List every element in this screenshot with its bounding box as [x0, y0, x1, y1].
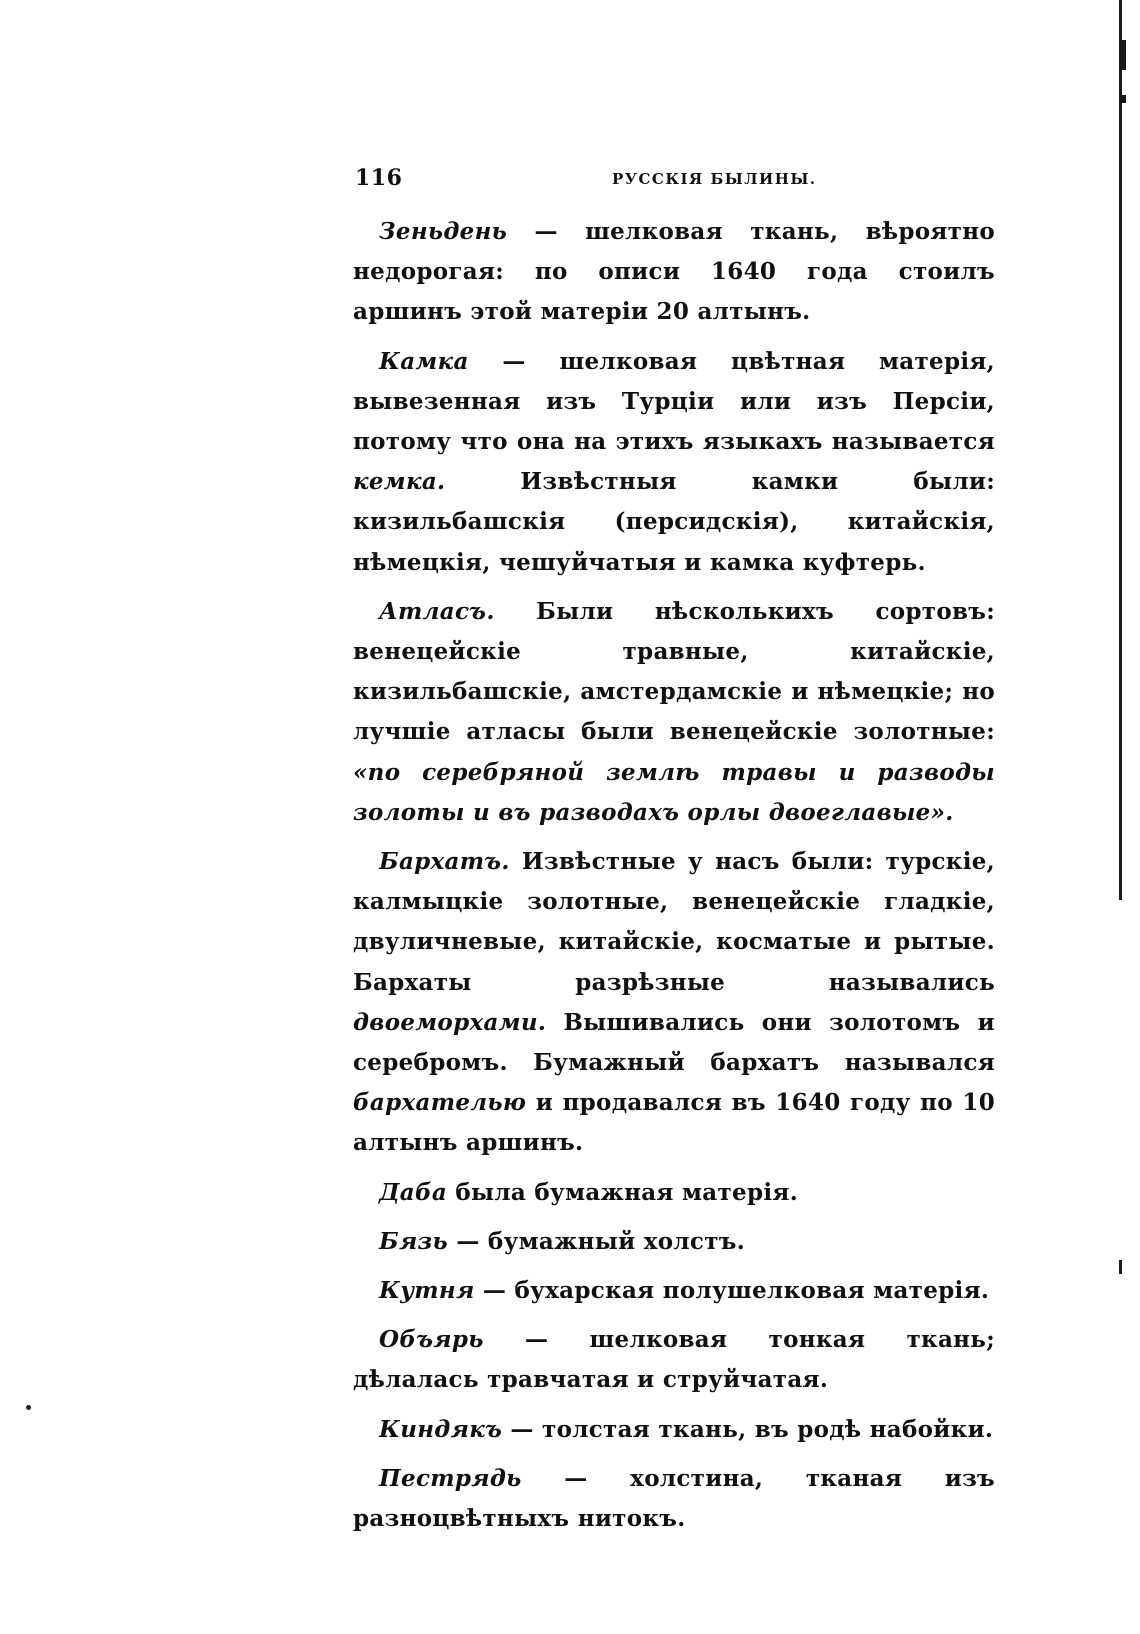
- entry-zenden: [353, 212, 995, 333]
- entry-text: — шелковая ткань, вѣроятно недорогая: по описи 1640 года стоилъ аршинъ этой матеріи 20 алтынъ.: [353, 218, 995, 326]
- entry-emphasis: кемка.: [353, 468, 446, 496]
- entry-text: — бумажный холстъ.: [448, 1227, 746, 1255]
- entry-byaz: [353, 1222, 995, 1262]
- entry-daba: [353, 1173, 995, 1213]
- entry-term: Объярь: [379, 1326, 484, 1354]
- entry-text: Извѣстные у насъ были: турскіе, калмыцкіе золотные, венецейскіе гладкіе, двуличневые, китайскіе, косматые и рытые. Бархаты разрѣзные назывались: [353, 848, 995, 996]
- entry-text: была бумажная матерія.: [447, 1178, 799, 1206]
- entry-text: — холстина, тканая изъ разноцвѣтныхъ нитокъ.: [353, 1464, 995, 1533]
- entry-term: Пестрядь: [379, 1464, 522, 1492]
- entry-emphasis: двоеморхами.: [353, 1008, 547, 1036]
- entry-text: — шелковая тонкая ткань; дѣлалась травчатая и струйчатая.: [353, 1326, 995, 1394]
- entry-term: Атласъ.: [379, 597, 495, 625]
- entry-kamka: [353, 342, 995, 583]
- entry-term: Зеньдень: [379, 218, 508, 245]
- entry-term: Киндякъ: [379, 1415, 503, 1443]
- entry-text: и продавался въ 1640 году по 10 алтынъ аршинъ.: [353, 1089, 995, 1157]
- entry-text: — толстая ткань, въ родѣ набойки.: [502, 1415, 994, 1443]
- entry-text: — шелковая цвѣтная матерія, вывезенная изъ Турціи или изъ Персіи, потому что она на этихъ языкахъ называется: [353, 347, 995, 456]
- entry-term: Бархатъ.: [379, 848, 510, 876]
- scan-edge-mark: [1119, 1260, 1122, 1274]
- entry-obyar: [353, 1320, 995, 1400]
- entry-text: — бухарская полушелковая матерія.: [474, 1277, 990, 1305]
- entry-kutnya: [353, 1271, 995, 1311]
- scan-speck: [26, 1405, 31, 1410]
- entry-term: Даба: [379, 1178, 448, 1206]
- entry-text: Вышивались они золотомъ и серебромъ. Бумажный бархатъ назывался: [353, 1008, 995, 1077]
- entry-text: Были нѣсколькихъ сортовъ: венецейскіе травные, китайскіе, кизильбашскіе, амстердамскіе и нѣмецкіе; но лучшіе атласы были венецейскіе золотные:: [353, 597, 995, 746]
- entry-emphasis: бархателью: [353, 1089, 527, 1117]
- scan-edge-mark: [1121, 95, 1126, 103]
- entry-term: Бязь: [379, 1227, 449, 1255]
- page-number: 116: [355, 165, 403, 191]
- entry-text: Извѣстныя камки были: кизильбашскія (персидскія), китайскія, нѣмецкія, чешуйчатыя и камка куфтерь.: [353, 468, 995, 576]
- glossary-text: [353, 212, 995, 1548]
- scan-edge-bar: [1119, 0, 1122, 900]
- entry-quote: «по серебряной землѣ травы и разводы золоты и въ разводахъ орлы двоеглавые».: [353, 758, 995, 826]
- entry-atlas: [353, 592, 995, 833]
- entry-kindyak: [353, 1410, 995, 1450]
- running-title: РУССКІЯ БЫЛИНЫ.: [612, 170, 817, 188]
- entry-term: Камка: [379, 347, 469, 375]
- entry-pestryad: [353, 1459, 995, 1539]
- scan-edge-mark: [1121, 40, 1126, 70]
- entry-barkhat: [353, 842, 995, 1164]
- entry-term: Кутня: [379, 1277, 475, 1305]
